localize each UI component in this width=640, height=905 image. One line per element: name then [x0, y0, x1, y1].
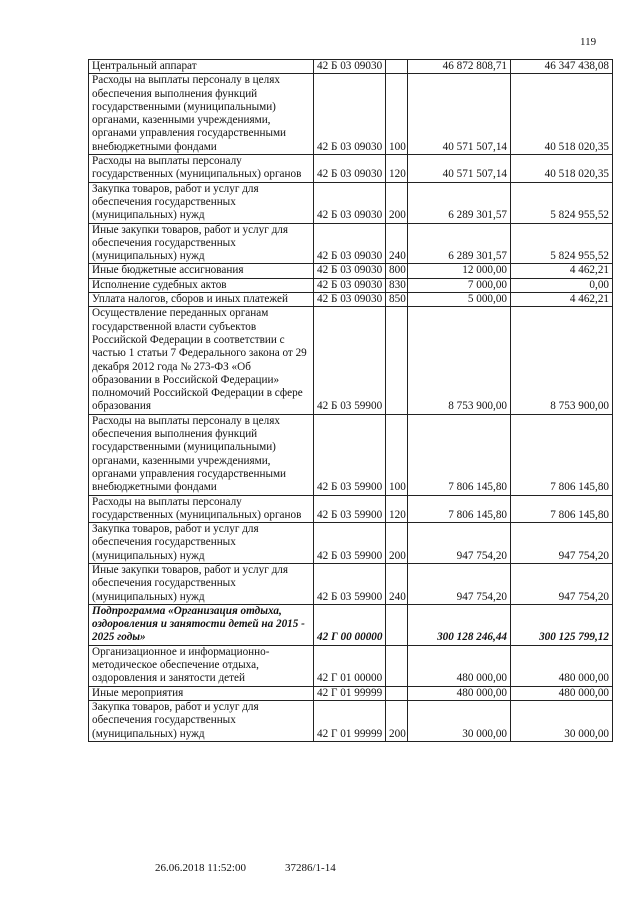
row-amount-planned-cell: 480 000,00: [408, 645, 511, 686]
table-row: [89, 307, 613, 414]
row-name-cell: Расходы на выплаты персоналу государственных (муниципальных) органов: [89, 495, 314, 523]
row-expense-type-cell: [386, 307, 408, 414]
row-expense-type-cell: 800: [386, 264, 408, 278]
row-amount-planned-cell: 40 571 507,14: [408, 155, 511, 183]
row-expense-type-cell: 120: [386, 155, 408, 183]
row-expense-type-cell: 200: [386, 700, 408, 741]
row-code-cell: 42 Б 03 09030: [314, 264, 386, 278]
row-name-cell: Осуществление переданных органам государственной власти субъектов Российской Федерации в соответствии с частью 1 статьи 7 Федерального закона от 29 декабря 2012 года № 273-ФЗ «Об образовании в Российской Федерации» полномочий Российской Федерации в сфере образования: [89, 307, 314, 414]
table-row: [89, 523, 613, 564]
row-name-cell: Организационное и информационно-методическое обеспечение отдыха, оздоровления и занятости детей: [89, 645, 314, 686]
row-code-cell: 42 Б 03 59900: [314, 414, 386, 495]
row-amount-planned-cell: 6 289 301,57: [408, 223, 511, 264]
table-row: [89, 686, 613, 700]
row-name-cell: Уплата налогов, сборов и иных платежей: [89, 293, 314, 307]
table-row: [89, 155, 613, 183]
table-row: [89, 223, 613, 264]
row-amount-planned-cell: 7 000,00: [408, 278, 511, 292]
row-amount-planned-cell: 947 754,20: [408, 563, 511, 604]
row-code-cell: 42 Б 03 09030: [314, 60, 386, 74]
row-name-cell: Закупка товаров, работ и услуг для обеспечения государственных (муниципальных) нужд: [89, 700, 314, 741]
row-expense-type-cell: [386, 645, 408, 686]
row-expense-type-cell: 240: [386, 563, 408, 604]
row-code-cell: 42 Г 01 99999: [314, 700, 386, 741]
table-row: [89, 182, 613, 223]
footer-doc-number: 37286/1-14: [285, 862, 336, 874]
row-amount-actual-cell: 300 125 799,12: [511, 604, 613, 645]
row-name-cell: Иные закупки товаров, работ и услуг для обеспечения государственных (муниципальных) нужд: [89, 223, 314, 264]
row-amount-planned-cell: 12 000,00: [408, 264, 511, 278]
row-amount-planned-cell: 30 000,00: [408, 700, 511, 741]
row-code-cell: 42 Б 03 09030: [314, 223, 386, 264]
table-row: [89, 604, 613, 645]
row-name-cell: Закупка товаров, работ и услуг для обеспечения государственных (муниципальных) нужд: [89, 523, 314, 564]
row-amount-planned-cell: 7 806 145,80: [408, 414, 511, 495]
row-code-cell: 42 Б 03 09030: [314, 155, 386, 183]
row-amount-actual-cell: 0,00: [511, 278, 613, 292]
row-code-cell: 42 Г 01 99999: [314, 686, 386, 700]
row-amount-planned-cell: 5 000,00: [408, 293, 511, 307]
table-row: [89, 264, 613, 278]
row-name-cell: Расходы на выплаты персоналу в целях обеспечения выполнения функций государственными (муниципальными) органами, казенными учреждениями, органами управления государственными внебюджетными фондами: [89, 414, 314, 495]
row-code-cell: 42 Б 03 09030: [314, 293, 386, 307]
row-code-cell: 42 Г 01 00000: [314, 645, 386, 686]
row-amount-actual-cell: 5 824 955,52: [511, 223, 613, 264]
row-expense-type-cell: 240: [386, 223, 408, 264]
row-expense-type-cell: 200: [386, 182, 408, 223]
table-row: [89, 278, 613, 292]
page-number: 119: [580, 36, 597, 48]
row-expense-type-cell: 120: [386, 495, 408, 523]
table-row: [89, 293, 613, 307]
row-expense-type-cell: [386, 686, 408, 700]
row-code-cell: 42 Б 03 59900: [314, 523, 386, 564]
table-row: [89, 74, 613, 155]
table-row: [89, 645, 613, 686]
row-name-cell: Подпрограмма «Организация отдыха, оздоровления и занятости детей на 2015 - 2025 годы»: [89, 604, 314, 645]
row-amount-actual-cell: 8 753 900,00: [511, 307, 613, 414]
table-row: [89, 563, 613, 604]
row-name-cell: Исполнение судебных актов: [89, 278, 314, 292]
footer-datetime: 26.06.2018 11:52:00: [155, 862, 246, 874]
row-amount-actual-cell: 30 000,00: [511, 700, 613, 741]
row-expense-type-cell: [386, 60, 408, 74]
row-name-cell: Закупка товаров, работ и услуг для обеспечения государственных (муниципальных) нужд: [89, 182, 314, 223]
row-code-cell: 42 Б 03 09030: [314, 182, 386, 223]
row-amount-planned-cell: 46 872 808,71: [408, 60, 511, 74]
row-amount-actual-cell: 947 754,20: [511, 563, 613, 604]
row-name-cell: Иные бюджетные ассигнования: [89, 264, 314, 278]
row-amount-actual-cell: 40 518 020,35: [511, 74, 613, 155]
table-row: [89, 60, 613, 74]
row-amount-actual-cell: 46 347 438,08: [511, 60, 613, 74]
row-expense-type-cell: 100: [386, 414, 408, 495]
row-code-cell: 42 Б 03 09030: [314, 74, 386, 155]
table-row: [89, 495, 613, 523]
row-expense-type-cell: 200: [386, 523, 408, 564]
row-amount-actual-cell: 480 000,00: [511, 645, 613, 686]
row-amount-actual-cell: 947 754,20: [511, 523, 613, 564]
row-amount-planned-cell: 480 000,00: [408, 686, 511, 700]
row-amount-actual-cell: 480 000,00: [511, 686, 613, 700]
row-code-cell: 42 Б 03 09030: [314, 278, 386, 292]
row-amount-actual-cell: 7 806 145,80: [511, 495, 613, 523]
row-code-cell: 42 Б 03 59900: [314, 495, 386, 523]
row-amount-actual-cell: 4 462,21: [511, 293, 613, 307]
row-code-cell: 42 Г 00 00000: [314, 604, 386, 645]
row-expense-type-cell: 100: [386, 74, 408, 155]
row-amount-planned-cell: 947 754,20: [408, 523, 511, 564]
row-amount-planned-cell: 6 289 301,57: [408, 182, 511, 223]
row-amount-planned-cell: 7 806 145,80: [408, 495, 511, 523]
budget-table: [88, 59, 613, 742]
row-amount-planned-cell: 40 571 507,14: [408, 74, 511, 155]
row-name-cell: Иные мероприятия: [89, 686, 314, 700]
table-row: [89, 700, 613, 741]
row-name-cell: Центральный аппарат: [89, 60, 314, 74]
row-expense-type-cell: [386, 604, 408, 645]
row-name-cell: Расходы на выплаты персоналу государственных (муниципальных) органов: [89, 155, 314, 183]
row-amount-actual-cell: 4 462,21: [511, 264, 613, 278]
budget-table-body: [89, 60, 613, 742]
row-name-cell: Расходы на выплаты персоналу в целях обеспечения выполнения функций государственными (муниципальными) органами, казенными учреждениями, органами управления государственными внебюджетными фондами: [89, 74, 314, 155]
row-expense-type-cell: 850: [386, 293, 408, 307]
table-row: [89, 414, 613, 495]
row-code-cell: 42 Б 03 59900: [314, 563, 386, 604]
row-amount-planned-cell: 300 128 246,44: [408, 604, 511, 645]
row-amount-actual-cell: 40 518 020,35: [511, 155, 613, 183]
row-amount-actual-cell: 5 824 955,52: [511, 182, 613, 223]
row-amount-planned-cell: 8 753 900,00: [408, 307, 511, 414]
row-amount-actual-cell: 7 806 145,80: [511, 414, 613, 495]
row-code-cell: 42 Б 03 59900: [314, 307, 386, 414]
row-name-cell: Иные закупки товаров, работ и услуг для обеспечения государственных (муниципальных) нужд: [89, 563, 314, 604]
row-expense-type-cell: 830: [386, 278, 408, 292]
